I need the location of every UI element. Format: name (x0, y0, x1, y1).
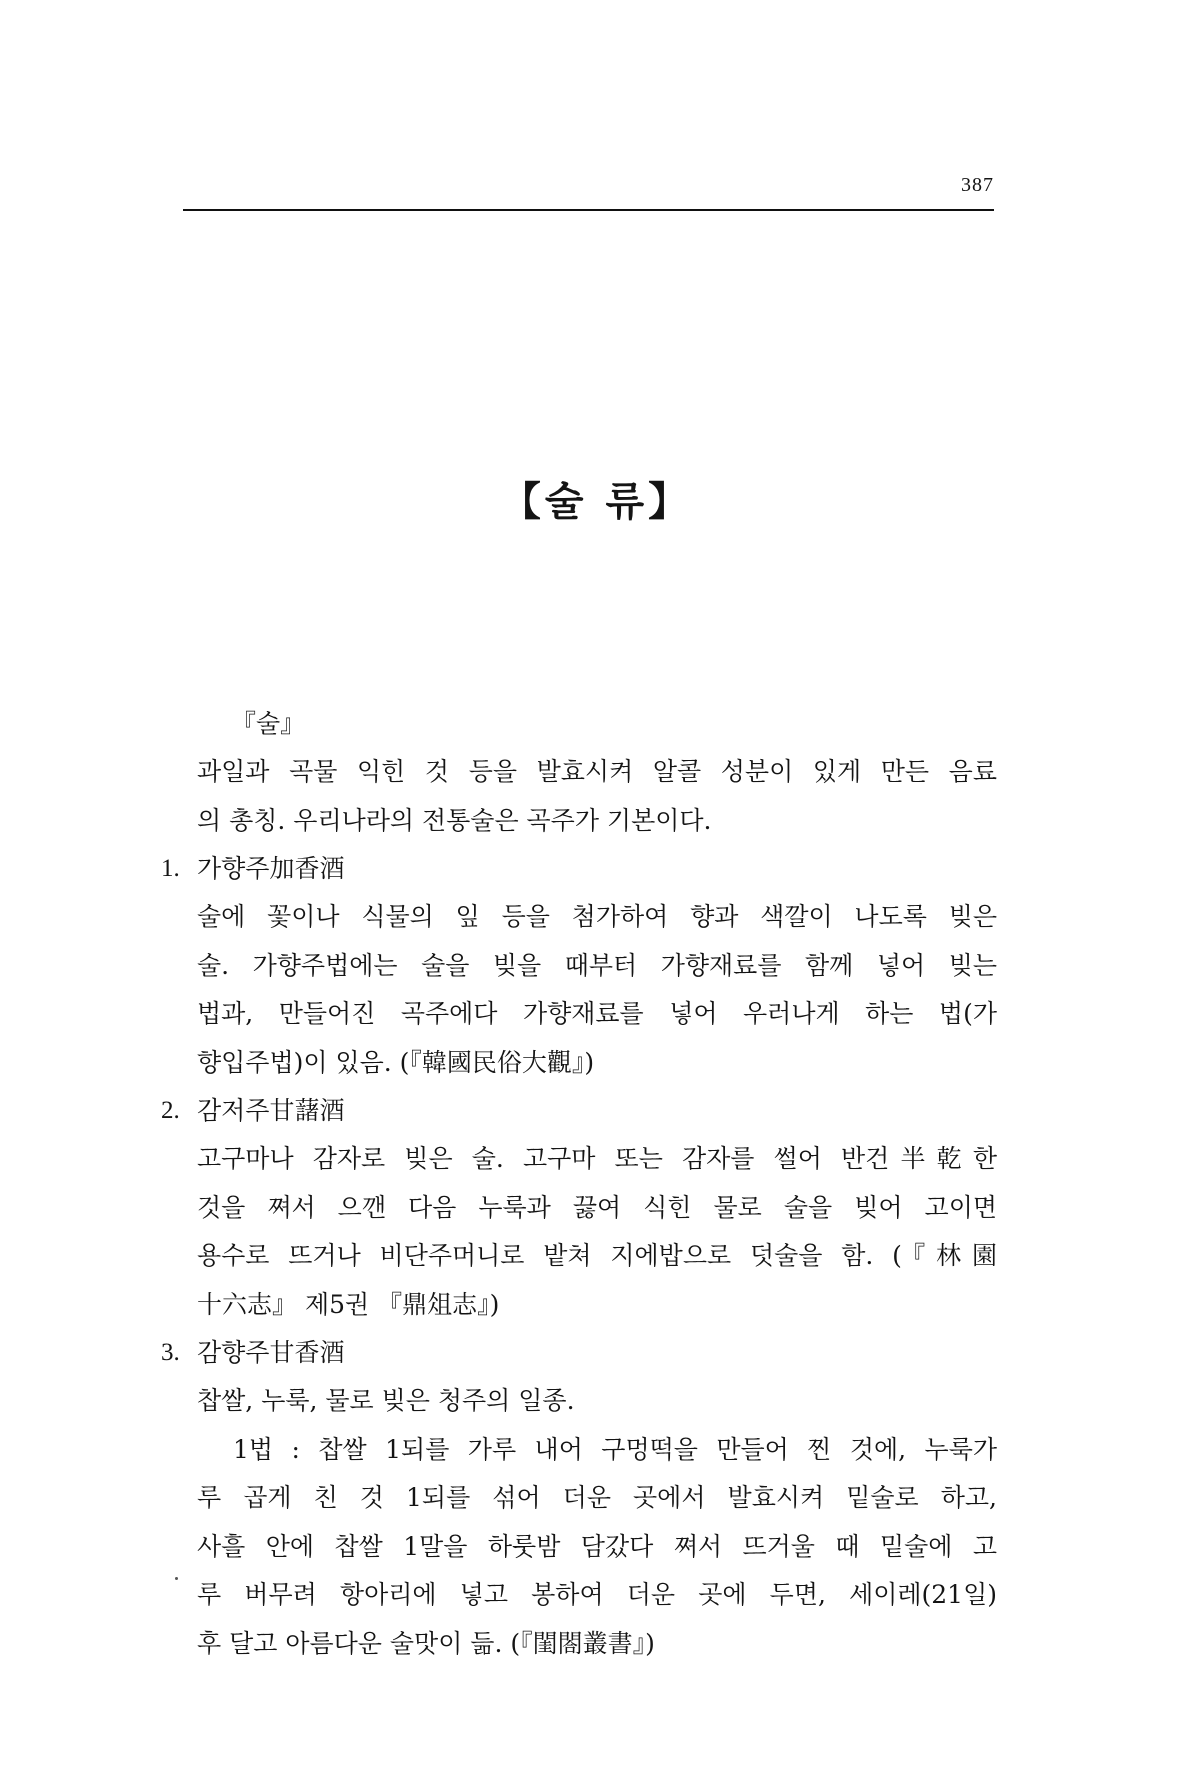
body-text (161, 700, 997, 1668)
paragraph-line: 고구마나 감자로 빚은 술. 고구마 또는 감자를 썰어 반건半乾한 (197, 1144, 997, 1173)
entry-title: 감향주甘香酒 (197, 1338, 345, 1367)
paragraph-line: 향입주법)이 있음. (『韓國民俗大觀』) (197, 1047, 595, 1077)
paragraph-line: 의 총칭. 우리나라의 전통술은 곡주가 기본이다. (197, 805, 712, 835)
entry-heading (161, 1329, 997, 1377)
paragraph-line: 법과, 만들어진 곡주에다 가향재료를 넣어 우러나게 하는 법(가 (197, 999, 997, 1028)
method-line: 1법 : 찹쌀 1되를 가루 내어 구멍떡을 만들어 찐 것에, 누룩가 (233, 1434, 997, 1464)
entry-number: 3. (161, 1339, 180, 1366)
entry-title: 가향주加香酒 (197, 854, 345, 883)
section-heading: 『술』 (231, 709, 306, 738)
header-rule (183, 209, 994, 211)
page-number: 387 (961, 174, 994, 196)
chapter-title: 【술 류】 (500, 478, 693, 525)
paragraph-line: 술. 가향주법에는 술을 빚을 때부터 가향재료를 함께 넣어 빚는 (197, 950, 997, 980)
entry-title: 감저주甘藷酒 (197, 1096, 345, 1125)
paragraph-line: 술에 꽃이나 식물의 잎 등을 첨가하여 향과 색깔이 나도록 빚은 (197, 902, 997, 931)
method-line: 루 버무려 항아리에 넣고 봉하여 더운 곳에 두면, 세이레(21일) (197, 1580, 997, 1609)
method-line: 루 곱게 친 것 1되를 섞어 더운 곳에서 발효시켜 밑술로 하고, (197, 1483, 997, 1512)
paragraph-line: 찹쌀, 누룩, 물로 빚은 청주의 일종. (197, 1386, 575, 1415)
method-line: 사흘 안에 찹쌀 1말을 하룻밤 담갔다 쪄서 뜨거울 때 밑술에 고 (197, 1531, 997, 1561)
paragraph-line: 十六志』 제5권 『鼎俎志』) (197, 1289, 500, 1319)
method-line: 후 달고 아름다운 술맛이 듦. (『閨閤叢書』) (197, 1628, 655, 1658)
paragraph-line: 것을 쪄서 으깬 다음 누룩과 끓여 식힌 물로 술을 빚어 고이면 (197, 1192, 997, 1222)
entry-heading (161, 1087, 997, 1135)
paragraph-line: 용수로 뜨거나 비단주머니로 밭쳐 지에밥으로 덧술을 함. (『林園 (197, 1241, 997, 1270)
scan-speck (175, 1577, 178, 1580)
entry-heading (161, 845, 997, 893)
paragraph-line: 과일과 곡물 익힌 것 등을 발효시켜 알콜 성분이 있게 만든 음료 (197, 757, 997, 786)
entry-number: 2. (161, 1097, 180, 1124)
entry-number: 1. (161, 855, 180, 882)
